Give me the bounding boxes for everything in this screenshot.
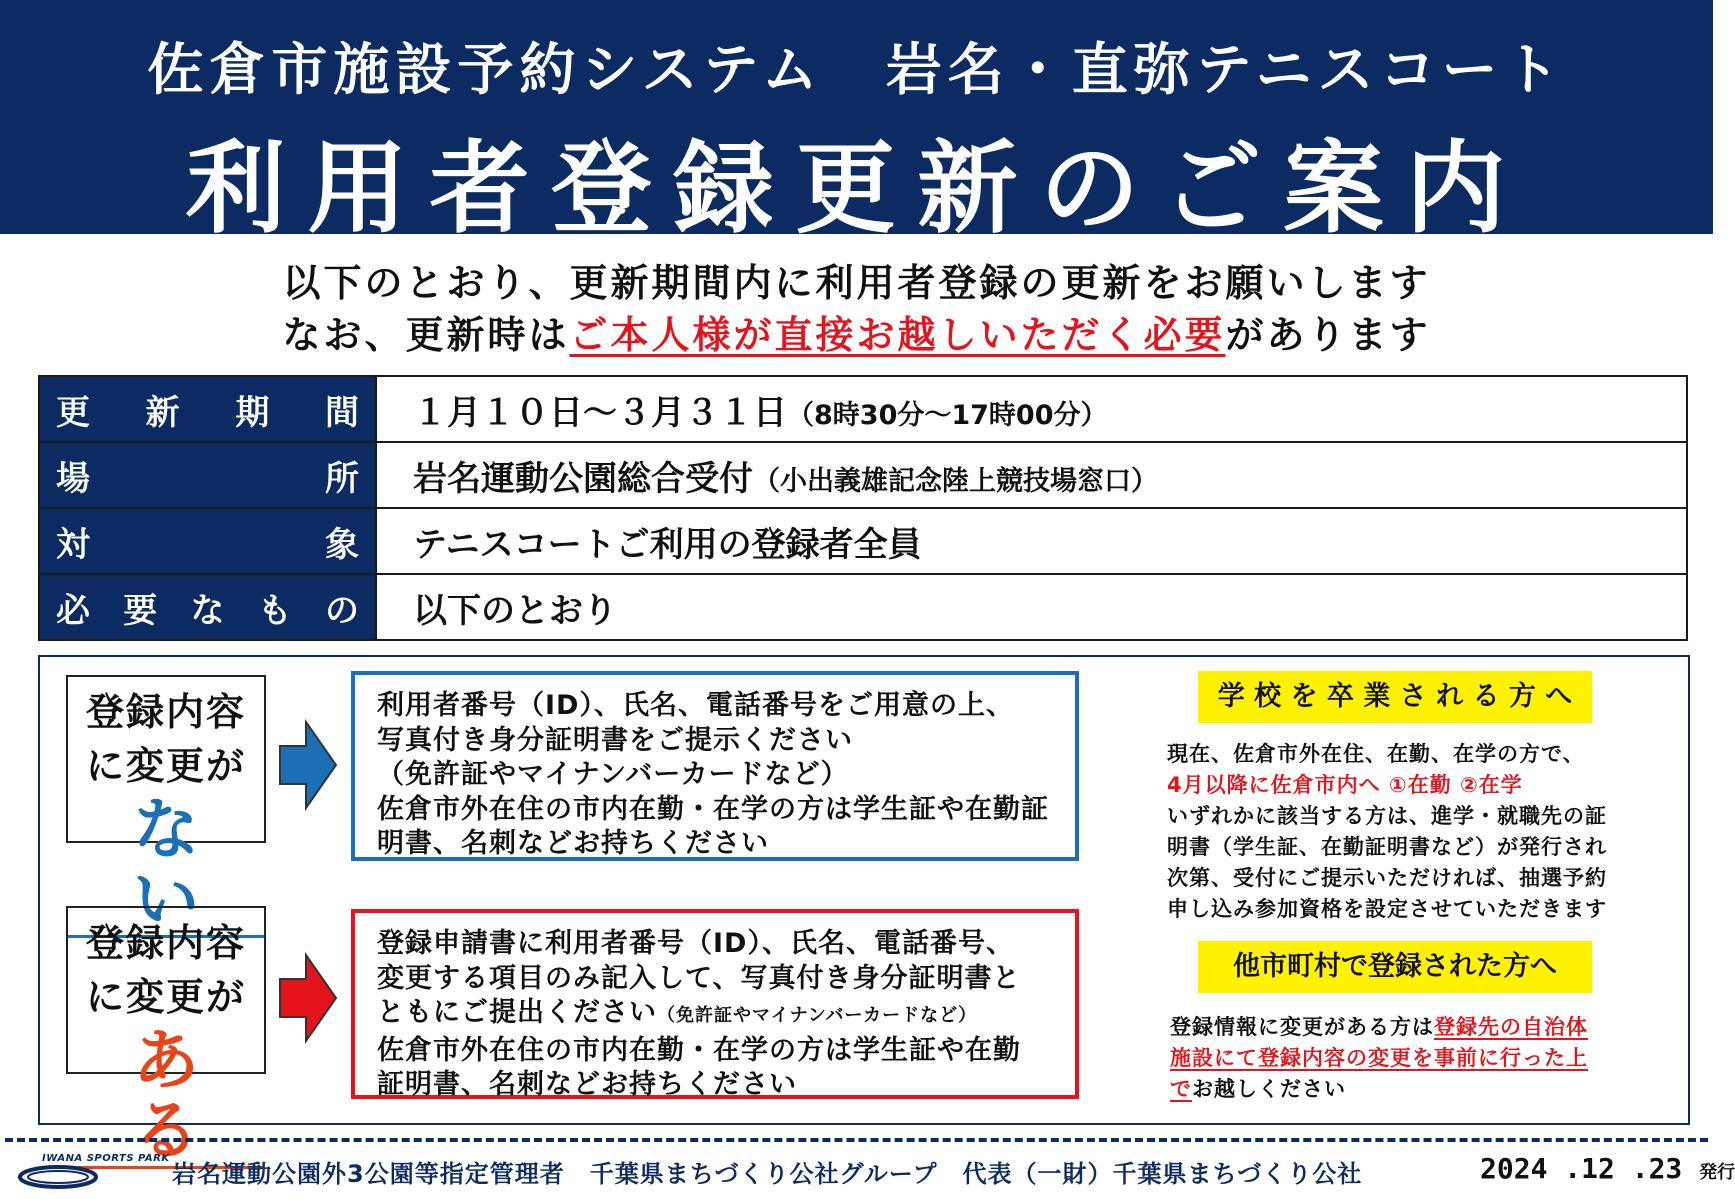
footer-divider [5, 1138, 1708, 1142]
value-note: （8時30分～17時00分） [787, 399, 1108, 431]
label-period [39, 376, 376, 442]
value-period [376, 376, 1687, 442]
label-char: な [190, 590, 225, 631]
logo-text: IWANA SPORTS PARK [42, 1153, 170, 1164]
notice-text: 登録情報に変更がある方は [1170, 1015, 1434, 1039]
no-change-label [66, 675, 266, 938]
issued-label: 発行 [1699, 1162, 1735, 1183]
arrow-right-icon [280, 955, 336, 1041]
label-char: 間 [324, 392, 359, 433]
has-change-instructions [351, 909, 1079, 1099]
instruction-line: 明書、名刺などお持ちください [377, 828, 769, 859]
label-char: 更 [56, 392, 90, 433]
table-row-target [39, 508, 1687, 574]
issue-date: 2024 .12 .23 [1480, 1152, 1683, 1185]
has-change-emphasis: ある [68, 1026, 264, 1169]
banner-title: 利用者登録更新のご案内 [185, 130, 1528, 247]
instruction-small: （免許証やマイナンバーカードなど） [657, 1005, 978, 1026]
label-char: 対 [56, 524, 90, 565]
instruction-line: 変更する項目のみ記入して、写真付き身分証明書と [377, 962, 1021, 994]
title-line-2: に変更が [85, 975, 246, 1019]
footer [0, 1151, 1735, 1191]
notice-emphasis: 登録先の自治体 [1434, 1015, 1588, 1039]
notice-line: いずれかに該当する方は、進学・就職先の証 [1167, 804, 1607, 828]
graduates-heading: 学 校 を 卒 業 さ れ る 方 へ [1198, 671, 1592, 723]
has-change-title [68, 916, 264, 1024]
intro-line-2-pre: なお、更新時は [282, 313, 570, 357]
info-table [38, 375, 1688, 641]
value-note: （小出義雄記念陸上競技場窓口） [753, 465, 1158, 497]
instruction-line: （免許証やマイナンバーカードなど） [377, 759, 849, 790]
label-char: 場 [56, 458, 90, 499]
graduates-notice [1167, 739, 1677, 925]
table-row-required [39, 574, 1687, 640]
instruction-text: ともにご提出ください [377, 997, 657, 1028]
notice-emphasis: で [1170, 1077, 1192, 1101]
notice-line-emphasis: 施設にて登録内容の変更を事前に行った上 [1170, 1046, 1588, 1070]
other-municipality-notice [1170, 1012, 1680, 1105]
notice-line [1170, 1074, 1680, 1105]
instruction-line: 登録申請書に利用者番号（ID）、氏名、電話番号、 [377, 928, 1014, 959]
value-required: 以下のとおり [376, 574, 1687, 640]
label-place [39, 442, 376, 508]
label-char: 期 [235, 392, 270, 433]
no-change-title [68, 685, 264, 793]
notice-line [1170, 1012, 1680, 1043]
notice-line: 明書（学生証、在勤証明書など）が発行され [1167, 835, 1607, 859]
label-required [39, 574, 376, 640]
instruction-line: 佐倉市外在住の市内在勤・在学の方は学生証や在勤証 [377, 793, 1049, 825]
intro-line-2-post: があります [1225, 313, 1431, 357]
label-char: 新 [145, 392, 180, 433]
intro-line-1: 以下のとおり、更新期間内に利用者登録の更新をお願いします [282, 261, 1431, 305]
notice-line: 次第、受付にご提示いただければ、抽選予約 [1167, 866, 1607, 890]
label-char: 所 [325, 458, 359, 499]
other-municipality-heading: 他市町村で登録された方へ [1198, 941, 1592, 993]
table-row-period [39, 376, 1687, 442]
arrow-right-icon [280, 722, 336, 808]
footer-date [1480, 1152, 1735, 1185]
notice-line: 申し込み参加資格を設定させていただきます [1167, 897, 1607, 921]
value-text: １月１０日～３月３１日 [413, 392, 787, 433]
value-place [376, 442, 1687, 508]
label-char: 必 [56, 590, 90, 631]
table-row-place [39, 442, 1687, 508]
instruction-line [377, 996, 1053, 1034]
label-target [39, 508, 376, 574]
notice-line: 現在、佐倉市外在住、在勤、在学の方で、 [1167, 742, 1585, 766]
header-banner [0, 0, 1713, 247]
instruction-line: 証明書、名刺などお持ちください [377, 1069, 797, 1100]
notice-line-emphasis: 4月以降に佐倉市内へ ①在勤 ②在学 [1167, 773, 1523, 797]
label-char: 象 [325, 524, 359, 565]
banner-subtitle: 佐倉市施設予約システム 岩名・直弥テニスコート [147, 38, 1566, 103]
footer-organization: 岩名運動公園外3公園等指定管理者 千葉県まちづくり公社グループ 代表（一財）千葉県まちづくり公社 [172, 1160, 1363, 1188]
no-change-emphasis: ない [68, 795, 264, 938]
intro-line-2-emphasis: ご本人様が直接お越しいただく必要 [569, 313, 1226, 357]
title-line-2: に変更が [85, 744, 246, 788]
label-char: も [257, 590, 292, 631]
intro-line-2 [0, 304, 1713, 359]
value-target: テニスコートご利用の登録者全員 [376, 508, 1687, 574]
title-line-1: 登録内容 [85, 921, 246, 965]
notice-text: お越しください [1192, 1077, 1346, 1101]
value-text: 岩名運動公園総合受付 [413, 458, 753, 499]
no-change-instructions [351, 671, 1079, 861]
label-char: の [325, 590, 359, 631]
iwana-sports-park-logo [18, 1153, 170, 1189]
instruction-line: 佐倉市外在住の市内在勤・在学の方は学生証や在勤 [377, 1034, 1021, 1066]
title-line-1: 登録内容 [85, 690, 246, 734]
instruction-line: 写真付き身分証明書をご提示ください [377, 724, 853, 756]
label-char: 要 [123, 590, 158, 631]
instruction-line: 利用者番号（ID）、氏名、電話番号をご用意の上、 [377, 690, 1014, 721]
